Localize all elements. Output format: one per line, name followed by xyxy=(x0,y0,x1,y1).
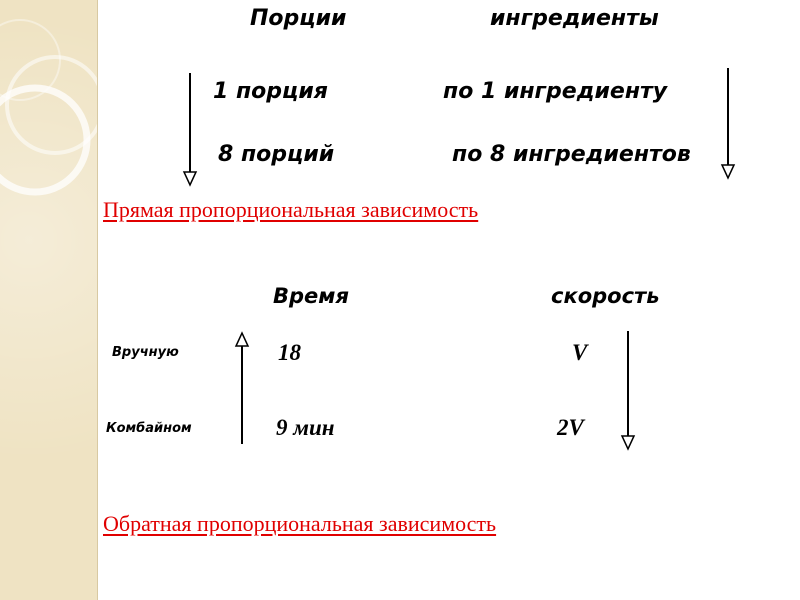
ingredients-down-arrow xyxy=(722,68,734,178)
direct-proportion-conclusion: Прямая пропорциональная зависимость xyxy=(103,197,479,222)
time-up-arrow xyxy=(236,333,248,444)
header-time: Время xyxy=(273,284,349,308)
header-portions: Порции xyxy=(250,6,347,31)
row2-ingredients: по 8 ингредиентов xyxy=(452,142,691,167)
row2-speed: 2V xyxy=(557,415,584,440)
label-manual: Вручную xyxy=(112,345,179,360)
row1-ingredients: по 1 ингредиенту xyxy=(443,79,668,104)
row2-time: 9 мин xyxy=(276,415,335,440)
row2-portions: 8 порций xyxy=(218,142,335,167)
header-speed: скорость xyxy=(551,284,660,308)
inverse-proportion-conclusion: Обратная пропорциональная зависимость xyxy=(103,511,497,536)
row1-portions: 1 порция xyxy=(213,79,328,104)
portions-down-arrow xyxy=(184,73,196,185)
row1-speed: V xyxy=(572,340,588,365)
speed-down-arrow xyxy=(622,331,634,449)
row1-time: 18 xyxy=(278,340,301,365)
header-ingredients: ингредиенты xyxy=(490,6,659,31)
label-combine: Комбайном xyxy=(106,421,192,436)
